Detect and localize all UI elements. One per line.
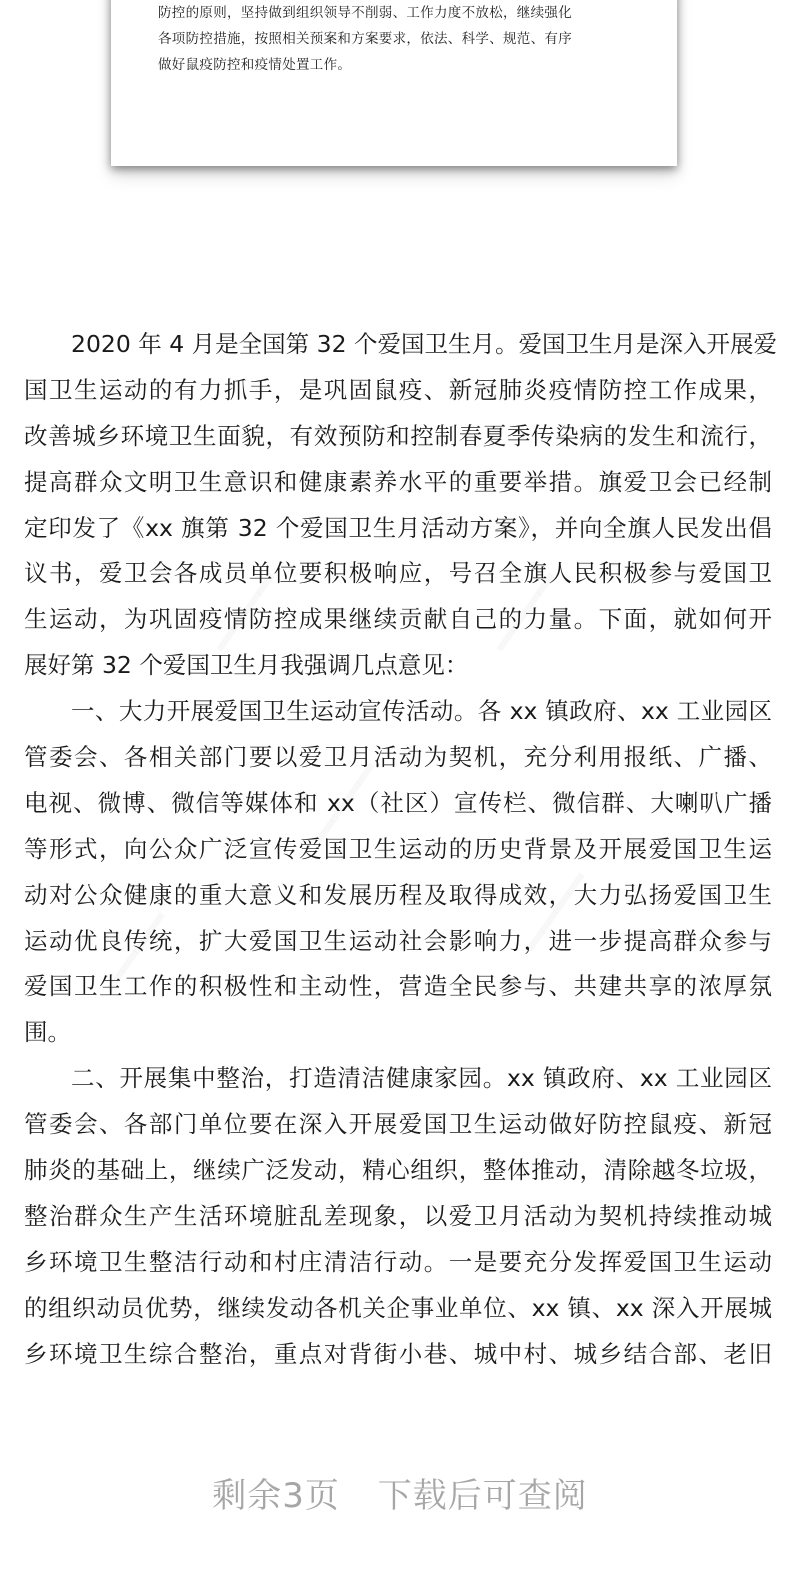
document-line: 的组织动员优势，继续发动各机关企事业单位、xx 镇、xx 深入开展城 <box>24 1293 772 1322</box>
preview-line: 防控的原则，坚持做到组织领导不削弱、工作力度不放松，继续强化 <box>158 5 572 21</box>
document-line: 运动优良传统，扩大爱国卫生运动社会影响力，进一步提高群众参与 <box>24 926 772 955</box>
document-line: 肺炎的基础上，继续广泛发动，精心组织，整体推动，清除越冬垃圾， <box>24 1156 772 1185</box>
document-line: 动对公众健康的重大意义和发展历程及取得成效，大力弘扬爱国卫生 <box>24 880 772 909</box>
document-line: 国卫生运动的有力抓手，是巩固鼠疫、新冠肺炎疫情防控工作成果， <box>24 375 772 404</box>
watermark-mark: ━━━━ <box>201 561 291 663</box>
document-line: 二、开展集中整治，打造清洁健康家园。xx 镇政府、xx 工业园区 <box>71 1064 772 1093</box>
document-line: 电视、微博、微信等媒体和 xx（社区）宣传栏、微信群、大喇叭广播 <box>24 788 772 817</box>
preview-page-card <box>111 0 677 166</box>
document-line: 等形式，向公众广泛宣传爱国卫生运动的历史背景及开展爱国卫生运 <box>24 834 772 863</box>
document-line: 整治群众生产生活环境脏乱差现象，以爱卫月活动为契机持续推动城 <box>24 1201 772 1230</box>
document-line: 展好第 32 个爱国卫生月我强调几点意见： <box>24 651 469 680</box>
document-line: 乡环境卫生综合整治，重点对背街小巷、城中村、城乡结合部、老旧 <box>24 1339 772 1368</box>
document-line: 一、大力开展爱国卫生运动宣传活动。各 xx 镇政府、xx 工业园区 <box>71 697 772 726</box>
document-line: 围。 <box>24 1018 71 1047</box>
preview-text <box>158 0 648 78</box>
document-line: 管委会、各相关部门要以爱卫月活动为契机，充分利用报纸、广播、 <box>24 743 772 772</box>
watermark-mark: ━━━━ <box>481 561 571 663</box>
document-body <box>24 322 778 1377</box>
document-line: 定印发了《xx 旗第 32 个爱国卫生月活动方案》，并向全旗人民发出倡 <box>24 513 772 542</box>
document-line: 议书，爱卫会各成员单位要积极响应，号召全旗人民积极参与爱国卫 <box>24 559 772 588</box>
watermark-mark: ━━━━ <box>301 751 391 853</box>
document-line: 爱国卫生工作的积极性和主动性，营造全民参与、共建共享的浓厚氛 <box>24 972 772 1001</box>
document-line: 提高群众文明卫生意识和健康素养水平的重要举措。旗爱卫会已经制 <box>24 467 772 496</box>
preview-line: 各项防控措施，按照相关预案和方案要求，依法、科学、规范、有序 <box>158 31 572 47</box>
remaining-pages-link[interactable]: 剩余3页 下载后可查阅 <box>212 1476 588 1516</box>
watermark-mark: ━━━━ <box>511 861 601 963</box>
document-line: 乡环境卫生整洁行动和村庄清洁行动。一是要充分发挥爱国卫生运动 <box>24 1247 772 1276</box>
document-line: 2020 年 4 月是全国第 32 个爱国卫生月。爱国卫生月是深入开展爱 <box>71 330 778 358</box>
document-line: 管委会、各部门单位要在深入开展爱国卫生运动做好防控鼠疫、新冠 <box>24 1110 772 1139</box>
watermark-mark: ━━━━ <box>91 901 181 1003</box>
document-line: 生运动，为巩固疫情防控成果继续贡献自己的力量。下面，就如何开 <box>24 605 772 634</box>
preview-line: 做好鼠疫防控和疫情处置工作。 <box>158 57 352 73</box>
document-line: 改善城乡环境卫生面貌，有效预防和控制春夏季传染病的发生和流行， <box>24 421 772 450</box>
